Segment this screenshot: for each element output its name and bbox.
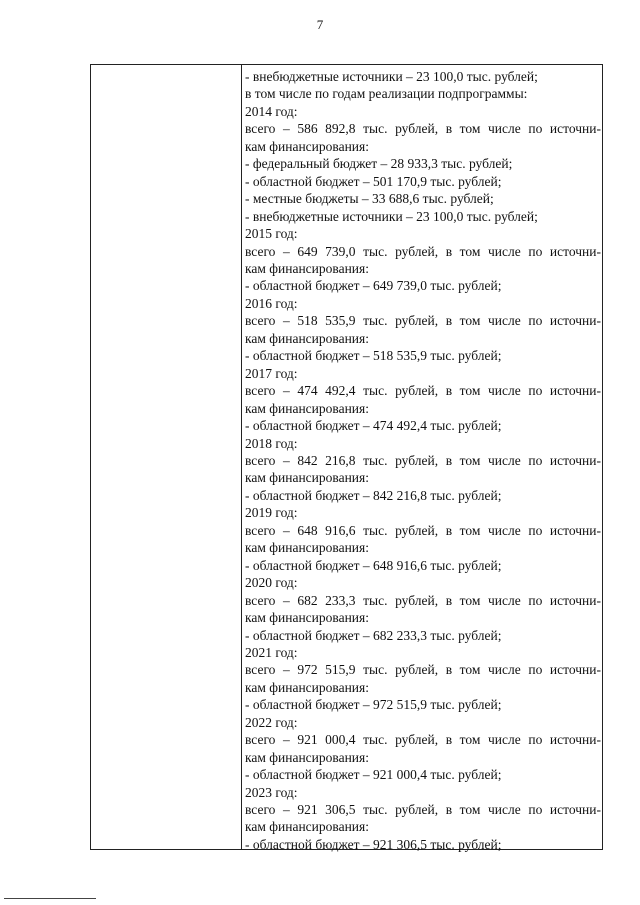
text-line: - областной бюджет – 972 515,9 тыс. рублей; [245,697,502,713]
funding-table [90,64,603,850]
text-line: всего – 921 306,5 тыс. рублей, в том числе по источни- [245,802,601,818]
text-line: кам финансирования: [245,400,369,416]
text-line: - областной бюджет – 842 216,8 тыс. рублей; [245,487,502,503]
text-line: кам финансирования: [245,260,369,276]
text-line: - областной бюджет – 501 170,9 тыс. рублей; [245,173,502,189]
text-line: - областной бюджет – 474 492,4 тыс. рублей; [245,418,502,434]
text-line: - внебюджетные источники – 23 100,0 тыс. рублей; [245,208,538,224]
text-line: - федеральный бюджет – 28 933,3 тыс. рублей; [245,156,513,172]
page-number: 7 [316,17,324,32]
text-line: 2019 год: [245,505,298,521]
text-line: кам финансирования: [245,819,369,835]
text-line: - внебюджетные источники – 23 100,0 тыс. рублей; [245,69,538,84]
text-line: кам финансирования: [245,610,369,626]
text-line: - областной бюджет – 518 535,9 тыс. рублей; [245,348,502,364]
text-line: - областной бюджет – 648 916,6 тыс. рублей; [245,557,502,573]
text-line: кам финансирования: [245,330,369,346]
text-line: 2022 год: [245,714,298,730]
text-line: - областной бюджет – 649 739,0 тыс. рублей; [245,278,502,294]
text-line: всего – 972 515,9 тыс. рублей, в том числе по источни- [245,662,601,678]
table-left-cell [91,65,241,849]
text-line: - областной бюджет – 921 000,4 тыс. рублей; [245,767,502,783]
text-line: 2018 год: [245,435,298,451]
column-divider [241,65,242,849]
text-line: всего – 682 233,3 тыс. рублей, в том числе по источни- [245,592,601,608]
text-line: - местные бюджеты – 33 688,6 тыс. рублей; [245,191,494,207]
text-line: 2021 год: [245,644,298,660]
text-line: кам финансирования: [245,749,369,765]
text-line: всего – 648 916,6 тыс. рублей, в том числе по источни- [245,522,601,538]
text-line: всего – 842 216,8 тыс. рублей, в том числе по источни- [245,452,601,468]
text-line: кам финансирования: [245,470,369,486]
table-right-cell [245,68,601,853]
text-line: всего – 474 492,4 тыс. рублей, в том числе по источни- [245,383,601,399]
text-line: - областной бюджет – 921 306,5 тыс. рублей; [245,836,502,852]
text-line: 2017 год: [245,365,298,381]
text-line: 2020 год: [245,575,298,591]
text-line: в том числе по годам реализации подпрограммы: [245,86,528,102]
text-line: 2014 год: [245,103,298,119]
text-line: кам финансирования: [245,679,369,695]
text-line: 2016 год: [245,295,298,311]
text-line: всего – 649 739,0 тыс. рублей, в том числе по источни- [245,243,601,259]
text-line: - областной бюджет – 682 233,3 тыс. рублей; [245,627,502,643]
text-line: всего – 518 535,9 тыс. рублей, в том числе по источни- [245,313,601,329]
text-line: кам финансирования: [245,138,369,154]
text-line: всего – 586 892,8 тыс. рублей, в том числе по источни- [245,121,601,137]
text-line: 2015 год: [245,226,298,242]
text-line: 2023 год: [245,784,298,800]
footnote-rule [4,898,96,899]
text-line: кам финансирования: [245,540,369,556]
text-line: всего – 921 000,4 тыс. рублей, в том числе по источни- [245,732,601,748]
